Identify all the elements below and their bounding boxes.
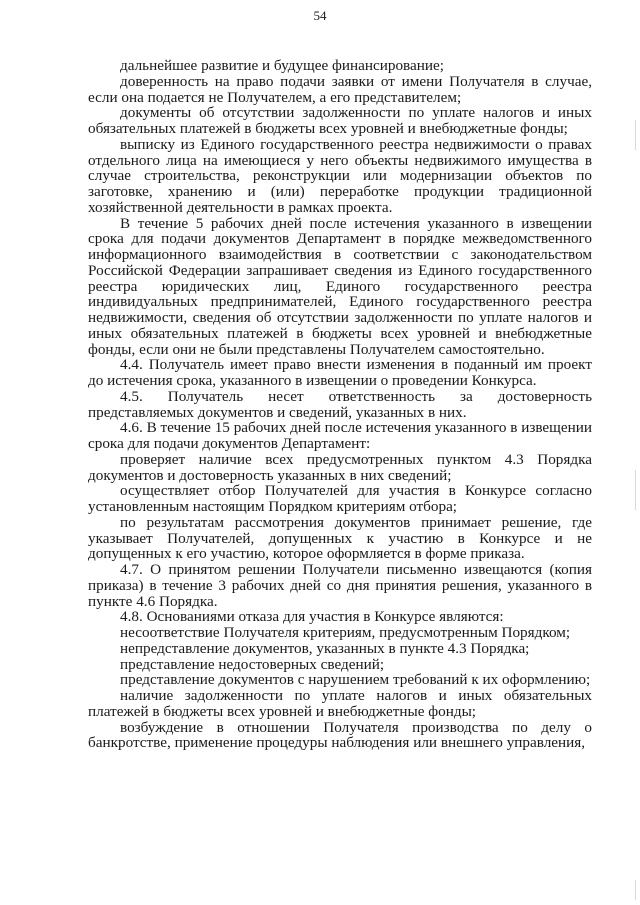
page-number: 54 [313, 8, 327, 23]
paragraph: по результатам рассмотрения документов принимает решение, где указывает Получателей, допущенных к участию в Конкурсе и не допущенных к его участию, которое оформляется в форме приказа. [88, 513, 592, 563]
paragraph: документы об отсутствии задолженности по уплате налогов и иных обязательных платежей в бюджеты всех уровней и внебюджетные фонды; [88, 104, 592, 137]
paragraph: осуществляет отбор Получателей для участия в Конкурсе согласно установленным настоящим Порядком критериям отбора; [88, 482, 592, 515]
document-body [88, 58, 592, 751]
paragraph: наличие задолженности по уплате налогов и иных обязательных платежей в бюджеты всех уровней и внебюджетные фонды; [88, 687, 592, 720]
paragraph: 4.6. В течение 15 рабочих дней после истечения указанного в извещении срока для подачи документов Департамент: [88, 419, 592, 452]
paragraph: доверенность на право подачи заявки от имени Получателя в случае, если она подается не Получателем, а его представителем; [88, 72, 592, 106]
paragraph: возбуждение в отношении Получателя производства по делу о банкротстве, применение процедуры наблюдения или внешнего управления, [88, 718, 592, 752]
paragraph: проверяет наличие всех предусмотренных пунктом 4.3 Порядка документов и достоверность указанных в них сведений; [88, 450, 592, 484]
paragraph: 4.8. Основаниями отказа для участия в Конкурсе являются: [120, 608, 504, 626]
scan-edge-mark [635, 470, 636, 510]
paragraph: 4.4. Получатель имеет право внести изменения в поданный им проект до истечения срока, указанного в извещении о проведении Конкурса. [88, 356, 592, 389]
scan-edge-mark [635, 880, 636, 900]
paragraph: непредставление документов, указанных в пункте 4.3 Порядка; [120, 639, 530, 657]
paragraph: В течение 5 рабочих дней после истечения указанного в извещении срока для подачи документов Департамент в порядке межведомственного информационного взаимодействия в соответствии с законодательством Российской Федерации запрашивает сведения из Единого государственного реестра юридических лиц, Единого государственного реестра индивидуальных предпринимателей, Единого государственного реестра недвижимости, сведения об отсутствии задолженности по уплате налогов и иных обязательных платежей в бюджеты всех уровней и внебюджетные фонды, если они не были представлены Получателем самостоятельно. [88, 214, 592, 358]
paragraph: дальнейшее развитие и будущее финансирование; [120, 57, 444, 74]
paragraph: представление недостоверных сведений; [120, 655, 385, 673]
scan-edge-mark [635, 120, 636, 150]
paragraph: 4.5. Получатель несет ответственность за достоверность представляемых документов и сведений, указанных в них. [88, 387, 592, 421]
paragraph: 4.7. О принятом решении Получатели письменно извещаются (копия приказа) в течение 3 рабочих дней со дня принятия решения, указанного в пункте 4.6 Порядка. [88, 561, 592, 610]
paragraph: несоответствие Получателя критериям, предусмотренным Порядком; [120, 624, 571, 641]
paragraph: выписку из Единого государственного реестра недвижимости о правах отдельного лица на имеющиеся у него объекты недвижимого имущества в случае строительства, реконструкции или модернизации объектов по заготовке, хранению и (или) переработке продукции традиционной хозяйственной деятельности в рамках проекта. [88, 135, 592, 216]
paragraph: представление документов с нарушением требований к их оформлению; [120, 671, 591, 689]
